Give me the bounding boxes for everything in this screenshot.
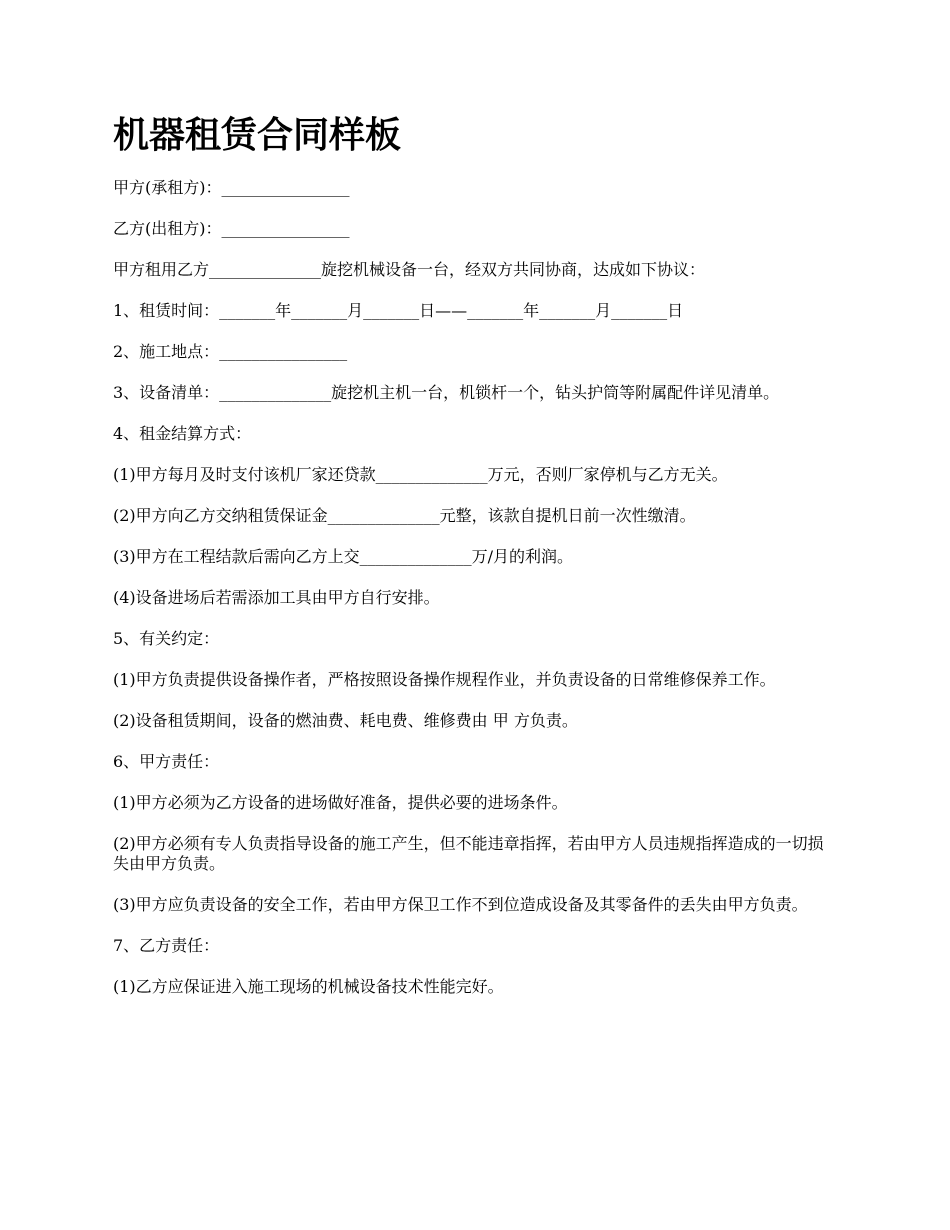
clause-2-site: 2、施工地点：________________ [113, 342, 348, 361]
clause-1-lease-period: 1、租赁时间：_______年_______月_______日——_______年_______月_______日 [113, 301, 684, 320]
clause-7-item-1: (1)乙方应保证进入施工现场的机械设备技术性能完好。 [113, 977, 504, 996]
clause-3-equipment-list: 3、设备清单：______________旋挖机主机一台，机锁杆一个，钻头护筒等附属配件详见清单。 [113, 383, 780, 402]
clause-5-heading: 5、有关约定： [113, 629, 220, 648]
clause-7-heading: 7、乙方责任： [113, 936, 220, 955]
clause-6-item-1: (1)甲方必须为乙方设备的进场做好准备，提供必要的进场条件。 [113, 793, 568, 812]
clause-6-item-3: (3)甲方应负责设备的安全工作，若由甲方保卫工作不到位造成设备及其零备件的丢失由甲方负责。 [113, 895, 808, 914]
clause-6-heading: 6、甲方责任： [113, 752, 220, 771]
clause-4-item-3: (3)甲方在工程结款后需向乙方上交______________万/月的利润。 [113, 547, 574, 566]
clause-4-heading: 4、租金结算方式： [113, 424, 252, 443]
clause-4-item-2: (2)甲方向乙方交纳租赁保证金______________元整，该款自提机日前一次性缴清。 [113, 506, 696, 525]
clause-4-item-4: (4)设备进场后若需添加工具由甲方自行安排。 [113, 588, 440, 607]
party-b-line: 乙方(出租方)：________________ [113, 219, 350, 238]
clause-5-item-1: (1)甲方负责提供设备操作者，严格按照设备操作规程作业，并负责设备的日常维修保养工作。 [113, 670, 776, 689]
document-title: 机器租赁合同样板 [113, 115, 402, 156]
clause-5-item-2: (2)设备租赁期间，设备的燃油费、耗电费、维修费由 甲 方负责。 [113, 711, 578, 730]
clause-6-item-2: (2)甲方必须有专人负责指导设备的施工产生，但不能违章指挥，若由甲方人员违规指挥造成的一切损失由甲方负责。 [113, 834, 824, 873]
agreement-intro: 甲方租用乙方______________旋挖机械设备一台，经双方共同协商，达成如下协议： [113, 260, 706, 279]
party-a-line: 甲方(承租方)：________________ [113, 178, 350, 197]
clause-4-item-1: (1)甲方每月及时支付该机厂家还贷款______________万元，否则厂家停机与乙方无关。 [113, 465, 728, 484]
document-body [113, 112, 833, 1018]
